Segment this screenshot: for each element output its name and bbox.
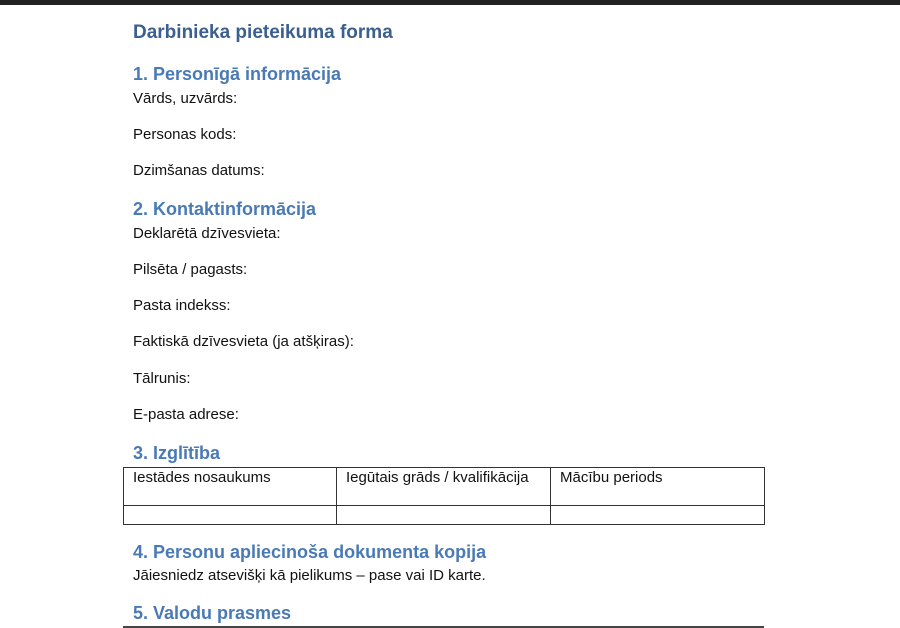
field-label-birth-date: Dzimšanas datums: xyxy=(133,162,265,179)
field-label-actual-residence: Faktiskā dzīvesvieta (ja atšķiras): xyxy=(133,333,354,350)
section-heading-education: 3. Izglītība xyxy=(133,443,221,463)
section-heading-contact-info: 2. Kontaktinformācija xyxy=(133,199,317,219)
table-cell xyxy=(124,506,337,525)
table-cell xyxy=(337,506,551,525)
section-heading-language-skills: 5. Valodu prasmes xyxy=(133,603,292,623)
column-header-study-period: Mācību periods xyxy=(551,468,765,506)
field-label-city-parish: Pilsēta / pagasts: xyxy=(133,261,248,278)
table-row xyxy=(124,506,765,525)
education-table xyxy=(123,467,765,525)
document-title: Darbinieka pieteikuma forma xyxy=(133,22,393,43)
education-table-header-row xyxy=(124,468,765,506)
field-label-postal-code: Pasta indekss: xyxy=(133,297,231,314)
section-heading-id-document: 4. Personu apliecinoša dokumenta kopija xyxy=(133,542,487,562)
table-cell xyxy=(551,506,765,525)
field-label-phone: Tālrunis: xyxy=(133,370,191,387)
id-document-note: Jāiesniedz atsevišķi kā pielikums – pase vai ID karte. xyxy=(133,567,486,584)
field-label-personal-code: Personas kods: xyxy=(133,126,237,143)
column-header-institution: Iestādes nosaukums xyxy=(124,468,337,506)
field-label-email: E-pasta adrese: xyxy=(133,406,239,423)
field-label-declared-residence: Deklarētā dzīvesvieta: xyxy=(133,225,281,242)
field-label-full-name: Vārds, uzvārds: xyxy=(133,90,238,107)
column-header-degree: Iegūtais grāds / kvalifikācija xyxy=(337,468,551,506)
window-top-border xyxy=(0,0,900,5)
section-heading-personal-info: 1. Personīgā informācija xyxy=(133,64,342,84)
